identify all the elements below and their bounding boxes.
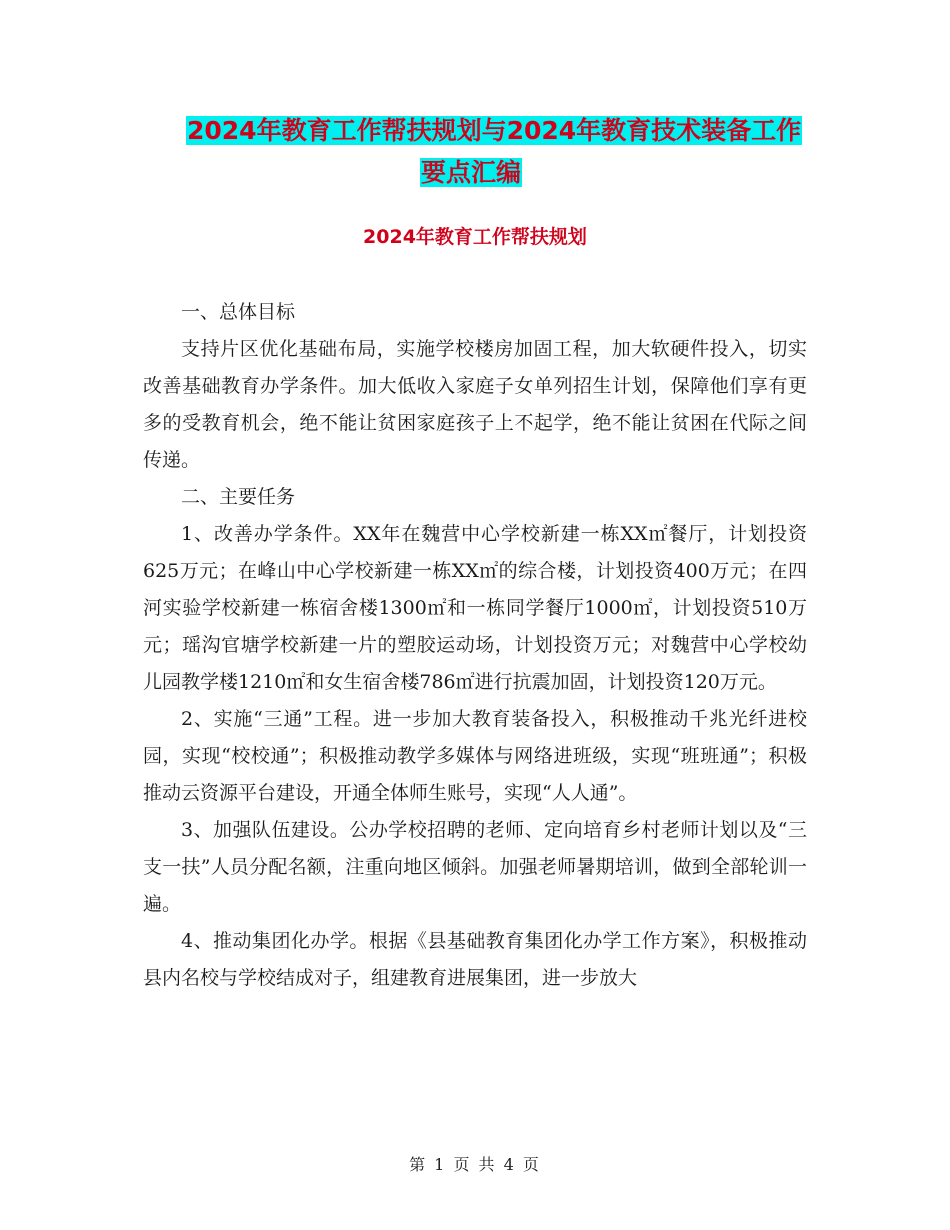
heading-main-tasks: 二、主要任务 [181, 486, 296, 508]
paragraph-task-4: 4、推动集团化办学。根据《县基础教育集团化办学工作方案》，积极推动县内名校与学校结成对子，组建教育进展集团，进一步放大 [143, 930, 807, 989]
page-footer: 第 1 页 共 4 页 [409, 1155, 541, 1174]
heading-overall-goal: 一、总体目标 [181, 301, 296, 323]
paragraph-task-2: 2、实施“三通”工程。进一步加大教育装备投入，积极推动千兆光纤进校园，实现“校校通”；积极推动教学多媒体与网络进班级，实现“班班通”；积极推动云资源平台建设，开通全体师生账号，实现“人人通”。 [143, 708, 807, 804]
document-title-line-1 [186, 114, 802, 148]
paragraph-goal: 支持片区优化基础布局，实施学校楼房加固工程，加大软硬件投入，切实改善基础教育办学条件。加大低收入家庭子女单列招生计划，保障他们享有更多的受教育机会，绝不能让贫困家庭孩子上不起学，绝不能让贫困在代际之间传递。 [143, 338, 807, 471]
title-highlight: 要点汇编 [421, 158, 522, 187]
paragraph-task-3: 3、加强队伍建设。公办学校招聘的老师、定向培育乡村老师计划以及“三支一扶”人员分配名额，注重向地区倾斜。加强老师暑期培训，做到全部轮训一遍。 [143, 819, 807, 915]
paragraph-task-1: 1、改善办学条件。XX年在魏营中心学校新建一栋XX㎡餐厅，计划投资625万元；在峰山中心学校新建一栋XX㎡的综合楼，计划投资400万元；在四河实验学校新建一栋宿舍楼1300㎡和一栋同学餐厅1000㎡，计划投资510万元；瑶沟官塘学校新建一片的塑胶运动场，计划投资万元；对魏营中心学校幼儿园教学楼1210㎡和女生宿舍楼786㎡进行抗震加固，计划投资120万元。 [143, 523, 807, 693]
document-body [143, 294, 807, 997]
title-highlight: 2024年教育工作帮扶规划与2024年教育技术装备工作 [187, 116, 802, 145]
document-title-line-2 [420, 156, 522, 190]
section-title: 2024年教育工作帮扶规划 [363, 226, 587, 248]
